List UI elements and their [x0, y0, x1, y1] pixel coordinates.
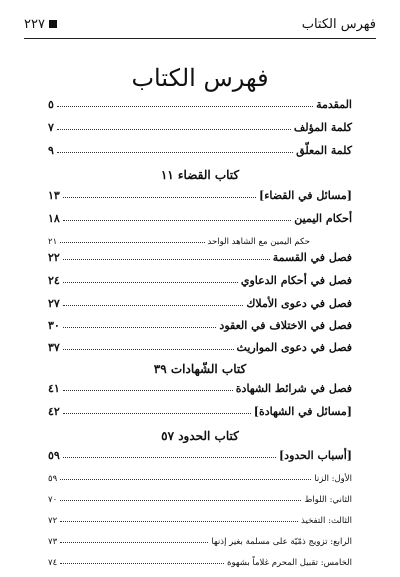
toc-entry-page: ٥ [48, 98, 54, 111]
toc-entry[interactable] [48, 292, 352, 310]
leader-dots [57, 106, 313, 107]
toc-entry-label: فصل في القسمة [272, 251, 352, 264]
toc-subentry[interactable] [48, 487, 352, 505]
leader-dots [63, 305, 244, 306]
toc-entry-page: ٣٠ [48, 319, 60, 332]
toc-entry-page: ١٨ [48, 212, 60, 225]
toc-entry-commentator-word[interactable] [48, 139, 352, 157]
toc-entry-page: ٩ [48, 144, 54, 157]
toc-entry-page: ٤١ [48, 382, 60, 395]
leader-dots [57, 152, 293, 153]
running-header [24, 14, 376, 39]
leader-dots [60, 542, 208, 543]
leader-dots [60, 479, 311, 480]
toc-entry-page: ٥٩ [48, 449, 60, 462]
toc-entry-page: ٧ [48, 121, 54, 134]
section-heading-testimonies: كتاب الشّهادات ٣٩ [153, 362, 247, 376]
toc-entry[interactable] [48, 377, 352, 395]
leader-dots [63, 220, 291, 221]
toc-entry[interactable] [48, 269, 352, 287]
leader-dots [63, 390, 233, 391]
toc-entry-label: المقدمة [316, 98, 352, 111]
toc-subentry[interactable] [48, 529, 352, 547]
leader-dots [63, 349, 234, 350]
toc-entry-label: كلمة المؤلف [293, 121, 352, 134]
toc-entry-label: فصل في شرائط الشهادة [235, 382, 352, 395]
toc-entry-label: أحكام اليمين [294, 212, 352, 225]
leader-dots [63, 457, 276, 458]
leader-dots [60, 500, 301, 501]
toc-entry-page: ٢٧ [48, 297, 60, 310]
toc-entry-page: ٢٤ [48, 274, 60, 287]
leader-dots [60, 563, 224, 564]
toc-entry-page: ٢٢ [48, 251, 60, 264]
toc-entry-label: الأول: الزنا [314, 474, 352, 484]
toc-entry-page: ٢١ [48, 237, 58, 247]
toc-entry-introduction[interactable] [48, 93, 352, 111]
section-heading-punishments: كتاب الحدود ٥٧ [161, 429, 239, 443]
toc-entry-label: الرابع: تزويج ذمّيّة على مسلمة بغير إذنها [211, 537, 352, 547]
toc-entry-page: ٤٢ [48, 405, 60, 418]
toc-entry[interactable] [48, 314, 352, 332]
header-title: فهرس الكتاب [301, 16, 376, 32]
toc-entry-page: ٧٠ [48, 495, 58, 505]
toc-entry-label: [مسائل في القضاء] [259, 189, 352, 202]
toc-entry[interactable] [48, 184, 352, 202]
leader-dots [57, 129, 291, 130]
toc-entry-label: فصل في أحكام الدعاوي [240, 274, 352, 287]
leader-dots [63, 327, 217, 328]
section-heading-judiciary: كتاب القضاء ١١ [160, 168, 240, 182]
leader-dots [63, 259, 270, 260]
toc-subentry[interactable] [48, 229, 310, 247]
toc-entry[interactable] [48, 336, 352, 354]
toc-entry-label: [أسباب الحدود] [278, 449, 352, 462]
toc-entry-label: فصل في دعوى الأملاك [246, 297, 352, 310]
toc-entry-label: الخامس: تقبيل المحرم غلاماً بشهوة [227, 558, 352, 568]
leader-dots [60, 521, 298, 522]
toc-entry[interactable] [48, 400, 352, 418]
toc-entry[interactable] [48, 246, 352, 264]
toc-entry[interactable] [48, 207, 352, 225]
toc-entry-page: ٥٩ [48, 474, 58, 484]
toc-subentry[interactable] [48, 550, 352, 568]
header-page-group [24, 17, 57, 32]
toc-entry-label: الثالث: التفخيذ [301, 516, 352, 526]
toc-entry-page: ٧٢ [48, 516, 58, 526]
header-page-number: ٢٢٧ [24, 16, 45, 32]
toc-entry[interactable] [48, 444, 352, 462]
leader-dots [63, 282, 238, 283]
toc-entry-label: كلمة المعلّق [296, 144, 352, 157]
square-bullet-icon [49, 20, 57, 28]
toc-entry-page: ٣٧ [48, 341, 60, 354]
toc-subentry[interactable] [48, 508, 352, 526]
toc-subentry[interactable] [48, 466, 352, 484]
toc-entry-label: فصل في الاختلاف في العقود [219, 319, 352, 332]
leader-dots [63, 413, 251, 414]
toc-entry-page: ٧٣ [48, 537, 58, 547]
leader-dots [60, 242, 204, 243]
toc-entry-author-word[interactable] [48, 116, 352, 134]
toc-entry-label: الثاني: اللواط [304, 495, 352, 505]
toc-entry-page: ٧٤ [48, 558, 58, 568]
toc-entry-page: ١٣ [48, 189, 60, 202]
page-title: فهرس الكتاب [131, 64, 269, 92]
toc-entry-label: [مسائل في الشهادة] [253, 405, 352, 418]
toc-entry-label: حكم اليمين مع الشاهد الواحد [207, 237, 310, 247]
toc-entry-label: فصل في دعوى المواريث [236, 341, 352, 354]
leader-dots [63, 197, 256, 198]
